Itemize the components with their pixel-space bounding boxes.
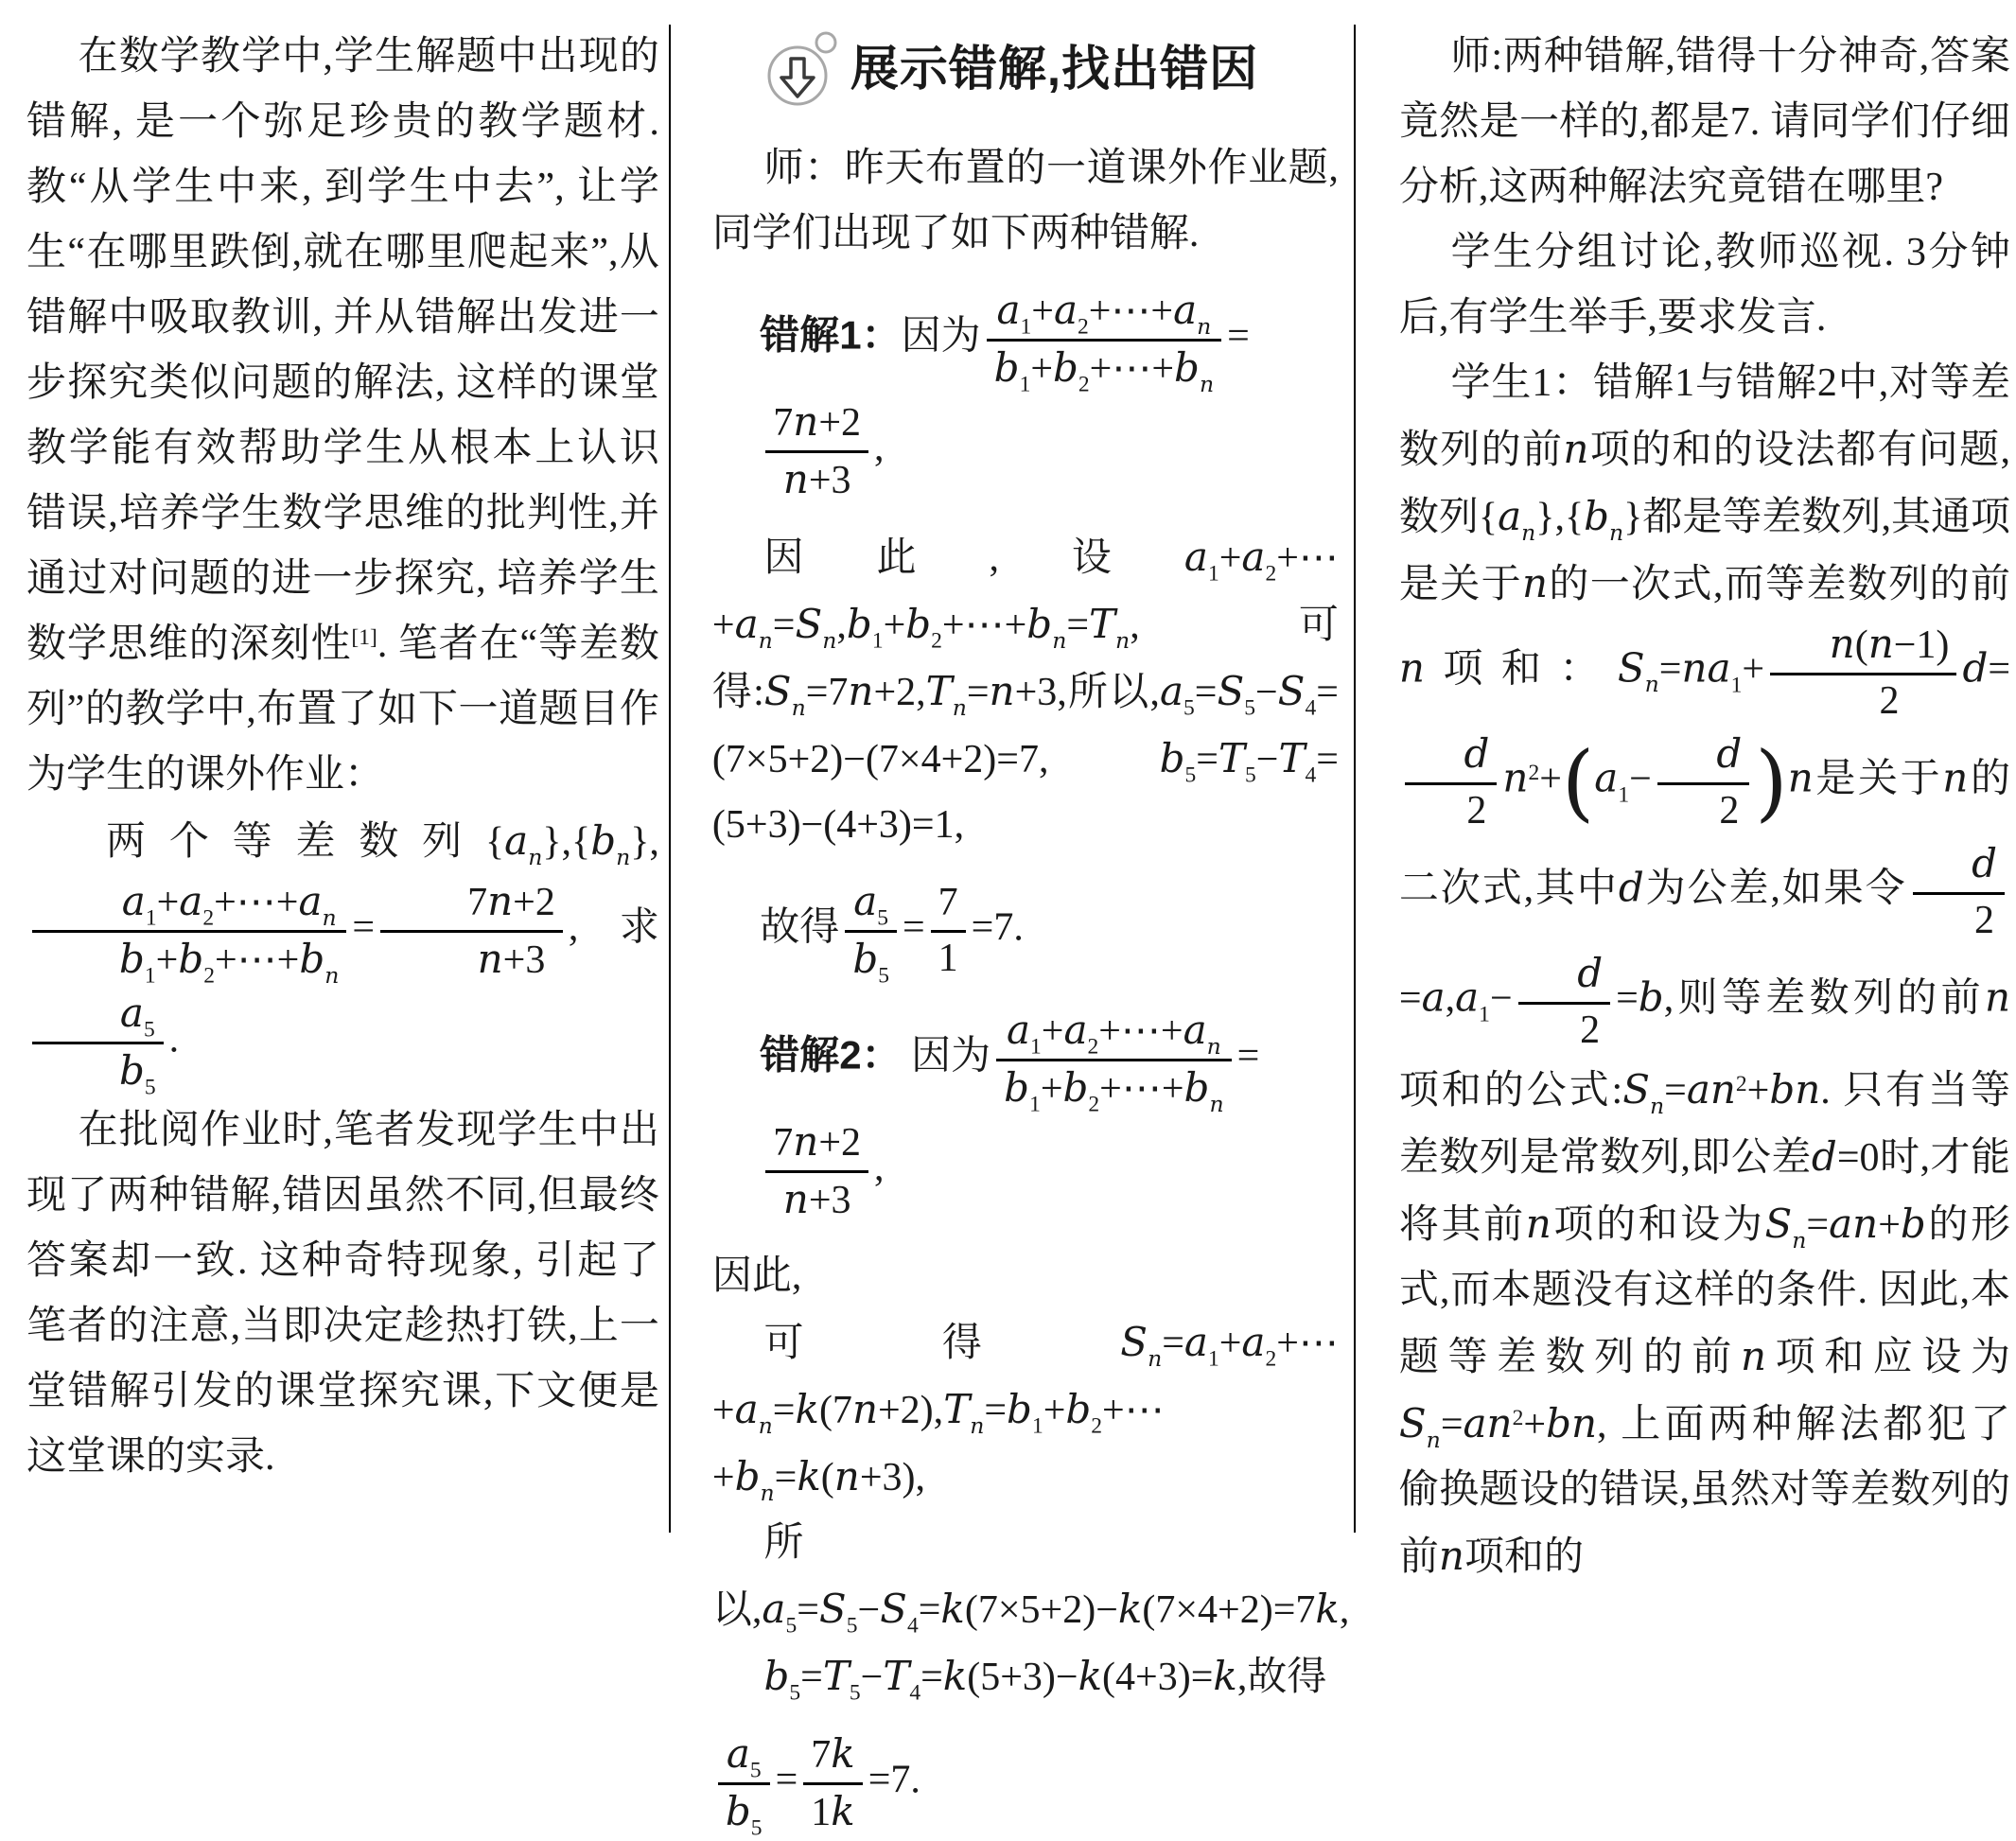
wrong-solution-2-work-1: 可得$S_n=a_1+a_2+\cdots+a_n=k(7n+2),T_n=b_1+b_2+\cdots+b_n=k(n+3)$, [711,1319,1339,1506]
down-arrow-circle-icon [765,30,837,108]
column-divider-left [669,25,671,1533]
intro-paragraph: 在数学教学中,学生解题中出现的错解, 是一个弥足珍贵的教学题材. 教“从学生中来, 到学生中去”, 让学生“在哪里跌倒,就在哪里爬起来”,从错解中吸取教训, 并从错解出发进一步探究类似问题的解法, 这样的课堂教学能有效帮助学生从根本上认识错误,培养学生数学思维的批判性,并通过对问题的进一步探究, 培养学生数学思维的深刻性[1]. 笔者在“等差数列”的教学中,布置了如下一道题目作为学生的课外作业： [26,35,659,797]
class-activity-line: 学生分组讨论,教师巡视. 3分钟后,有学生举手,要求发言. [1398,231,2011,340]
teacher-line-2: 师:两种错解,错得十分神奇,答案竟然是一样的,都是7. 请同学们仔细分析,这两种解法究竟错在哪里? [1398,35,2011,209]
column-right [1398,25,2011,1580]
wrong-solution-2-thus: 因此, [711,1254,802,1299]
wrong-solution-1-result: 故得 $\frac{a_5}{b_5}$ = $\frac{7}{1}$ =7. [760,878,1024,989]
column-divider-right [1354,25,1356,1533]
wrong-solution-2-formula: 错解2： 因为 $\frac{a_1+a_2+\cdots+a_n}{b_1+b_2+\cdots+b_n}$ = $\frac{7n+2}{n+3}$ , [760,1007,1260,1223]
wrong-solution-1-formula: 错解1：因为 $\frac{a_1+a_2+\cdots+a_n}{b_1+b_2+\cdots+b_n}$ = $\frac{7n+2}{n+3}$ , [760,287,1250,503]
student-1-analysis: 学生1：错解1与错解2中,对等差数列的前n项的和的设法都有问题,数列$\{a_n\},\{b_n\}$都是等差数列,其通项是关于n的一次式,而等差数列的前n项和：$S_n=na_1+$ $\frac{n(n-1)}{2}$ d= $\frac{d}{2}$ $n^2+(a_1-$ $\frac{d}{2}$ )n是关于n的二次式,其中d为公差,如果令 $\frac{d}{2}$ $=a,a_1-$ $\frac{d}{2}$ =b,则等差数列的前n项和的公式$:S_n=an^2+bn$. 只有当等差数列是常数列,即公差d=0时,才能将其前n项的和设为$S_n=an+b$的形式,而本题没有这样的条件. 因此,本题等差数列的前n项和应设为$S_n=an^2+bn$, 上面两种解法都犯了偷换题设的错误,虽然对等差数列的前n项和的 [1398,361,2011,1580]
homework-problem-formula: 两个等差数列$\{a_n\},\{b_n\}$, $\frac{a_1+a_2+\cdots+a_n}{b_1+b_2+\cdots+b_n}$ = $\frac{7n+2}{n+3}$ ,求 $\frac{a_5}{b_5}$ . [26,808,659,1098]
observation-paragraph: 在批阅作业时,笔者发现学生中出现了两种错解,错因虽然不同,但最终答案却一致. 这种奇特现象, 引起了笔者的注意,当即决定趁热打铁,上一堂错解引发的课堂探究课,下文便是这堂课的实录. [26,1109,659,1480]
wrong-solution-2-work-3: $b_5=T_5-T_4=k(5+3)-k(4+3)=k$,故得 [763,1653,1327,1706]
column-left [26,25,659,1533]
section-title: 展示错解,找出错因 [850,42,1259,96]
wrong-solution-2-work-2: 所以$,a_5=S_5-S_4=k(7\times 5+2)-k(7\times 4+2)=7k$, [711,1521,1350,1639]
wrong-solution-1-work: 因此,设$a_1+a_2+\cdots+a_n=S_n,b_1+b_2+\cdots+b_n=T_n$,可得$:S_n=7n+2,T_n=n+3$,所以$,a_5=S_5-S_4=(7\times 5+2)-(7\times 4+2)=7$, $b_5=T_5-T_4=(5+3)-(4+3)=1$, [711,534,1339,848]
column-middle-body [711,136,1350,1841]
teacher-line-1: 师：昨天布置的一道课外作业题,同学们出现了如下两种错解. [711,147,1339,255]
section-header [765,30,1339,108]
wrong-solution-2-result: $\frac{a_5}{b_5}$ = $\frac{7k}{1k}$ =7. [712,1727,1339,1839]
column-middle [711,25,1350,1841]
